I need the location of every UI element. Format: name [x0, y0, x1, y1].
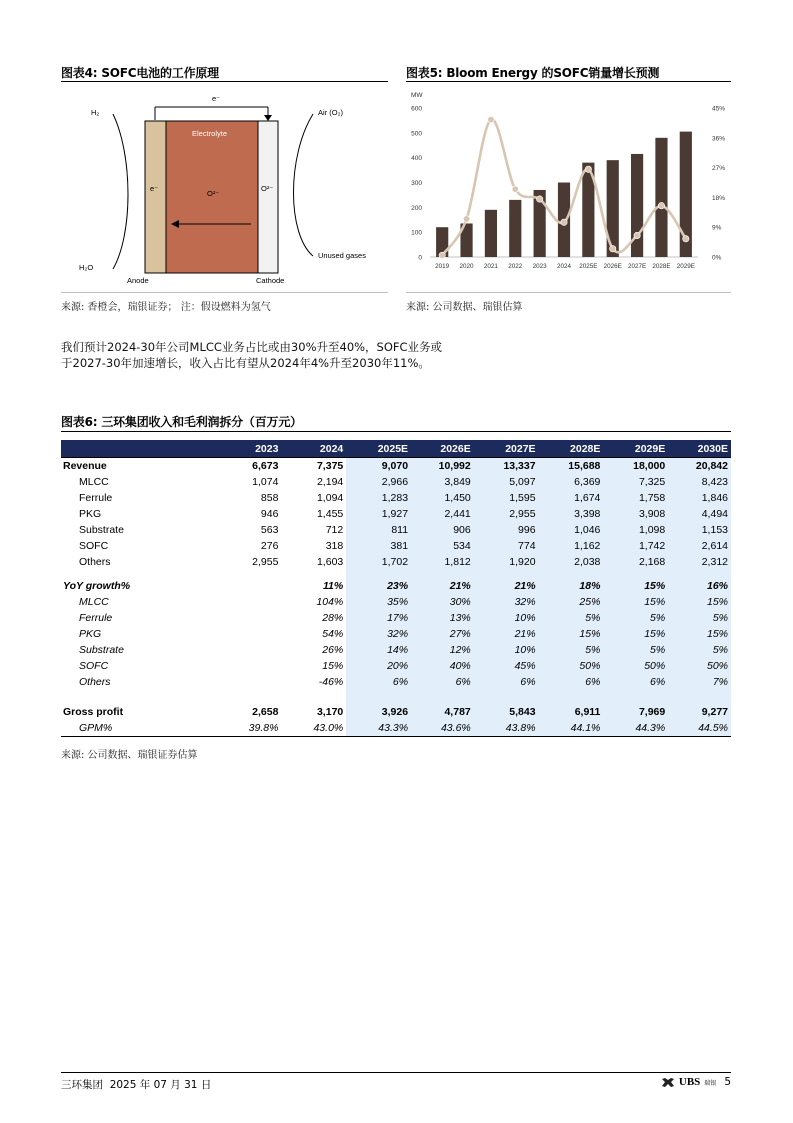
table-cell: 15% — [539, 626, 604, 642]
table-cell: 15% — [322, 660, 344, 672]
table-cell: 11% — [323, 580, 344, 592]
fig4-bottom-rule — [61, 292, 388, 293]
body-paragraph-line-1: 我们预计2024-30年公司MLCC业务占比或由30%升至40%，SOFC业务或 — [61, 340, 443, 354]
table-cell: 104% — [316, 596, 344, 608]
bar-2028E — [655, 138, 667, 257]
table-cell: 7,375 — [281, 458, 346, 475]
table-cell: 1,283 — [346, 490, 411, 506]
cathode-flow-curve — [294, 114, 314, 256]
table-cell — [346, 690, 411, 704]
table-cell: 54% — [322, 628, 344, 640]
table-cell: 10% — [474, 642, 539, 658]
header-2030e: 2030E — [668, 440, 731, 458]
fig5-source: 来源: 公司数据、瑞银估算 — [406, 302, 523, 313]
row-label: Gross profit — [63, 706, 124, 718]
footer-left — [61, 1077, 211, 1092]
header-2023: 2023 — [208, 440, 281, 458]
table-cell: 2,966 — [346, 474, 411, 490]
y-tick-right: 36% — [712, 135, 726, 143]
table-cell: 18% — [539, 578, 604, 594]
table-cell: 5% — [668, 642, 731, 658]
x-tick-label: 2020 — [459, 263, 474, 270]
table-cell: 1,450 — [411, 490, 474, 506]
growth-point-2029E — [683, 236, 689, 242]
table-cell: 2,955 — [474, 506, 539, 522]
growth-point-2026E — [610, 246, 616, 252]
body-paragraph — [61, 339, 741, 371]
gross-profit-row — [61, 704, 731, 720]
table-cell — [208, 658, 281, 674]
table-cell: 5% — [603, 610, 668, 626]
footer-date: 2025 年 07 月 31 日 — [109, 1079, 212, 1091]
header-2026e: 2026E — [411, 440, 474, 458]
table-cell: 1,094 — [316, 492, 344, 504]
y-tick-left: 200 — [411, 204, 422, 212]
table-cell: 21% — [474, 626, 539, 642]
air-label: Air (O₂) — [318, 108, 343, 117]
fig5-bottom-rule — [406, 292, 731, 293]
growth-point-2025E — [585, 166, 591, 172]
table-cell — [208, 674, 281, 690]
fig4-source: 来源: 香橙会，瑞银证券； 注：假设燃料为氢气 — [61, 302, 271, 313]
table-cell: 534 — [411, 538, 474, 554]
table-cell: 5% — [668, 610, 731, 626]
table-cell: 20% — [346, 658, 411, 674]
row-label: Others — [79, 556, 111, 568]
table-cell: 43.6% — [411, 720, 474, 737]
header-2027e: 2027E — [474, 440, 539, 458]
segment-row-substrate — [61, 522, 731, 538]
table-cell: 9,070 — [346, 458, 411, 475]
cathode-layer — [258, 121, 278, 273]
x-tick-label: 2028E — [652, 263, 671, 270]
growth-point-2024 — [561, 219, 567, 225]
fig4-title: 图表4: SOFC电池的工作原理 — [61, 66, 219, 80]
yoy-row-others — [61, 674, 731, 690]
row-label: Substrate — [79, 644, 124, 656]
bar-2022 — [509, 200, 521, 257]
anode-label: Anode — [127, 276, 149, 285]
table-cell: 1,153 — [668, 522, 731, 538]
ubs-keys-icon — [661, 1077, 675, 1088]
footer-right — [661, 1076, 731, 1088]
table-cell: 6,369 — [539, 474, 604, 490]
table-cell: 44.3% — [603, 720, 668, 737]
cathode-label: Cathode — [256, 276, 285, 285]
table-cell — [539, 570, 604, 578]
table-cell: 2,614 — [668, 538, 731, 554]
table-cell: 563 — [260, 524, 279, 536]
table-cell — [281, 690, 346, 704]
table-cell: 381 — [346, 538, 411, 554]
y-tick-right: 18% — [712, 194, 726, 202]
revenue-row — [61, 458, 731, 475]
bar-2026E — [607, 160, 619, 257]
y-axis-title: MW — [411, 92, 423, 99]
growth-point-2027E — [634, 232, 640, 238]
header-2025e: 2025E — [346, 440, 411, 458]
table-cell: 3,908 — [603, 506, 668, 522]
table-cell — [668, 690, 731, 704]
table-cell: 2,168 — [603, 554, 668, 570]
spacer-row-2 — [61, 690, 731, 704]
growth-point-2021 — [488, 116, 494, 122]
table-cell: 2,955 — [252, 556, 279, 568]
header-2024: 2024 — [281, 440, 346, 458]
table-cell: 15% — [603, 626, 668, 642]
table-cell: 276 — [260, 540, 279, 552]
row-label: Others — [79, 676, 111, 688]
table-cell: 39.8% — [208, 720, 281, 737]
growth-point-2028E — [658, 202, 664, 208]
table-cell: 15% — [603, 594, 668, 610]
table-cell: 5,097 — [474, 474, 539, 490]
fig6-source: 来源: 公司数据、瑞银证券估算 — [61, 750, 198, 761]
table-cell: 6% — [539, 674, 604, 690]
anode-flow-curve — [113, 114, 128, 269]
yoy-row-substrate — [61, 642, 731, 658]
table-cell — [668, 570, 731, 578]
table-cell: 1,702 — [346, 554, 411, 570]
table-cell: 6% — [346, 674, 411, 690]
table-cell: 10% — [474, 610, 539, 626]
row-label: YoY growth% — [63, 580, 131, 592]
fig6-title: 图表6: 三环集团收入和毛利润拆分（百万元） — [61, 415, 302, 429]
y-tick-left: 400 — [411, 155, 422, 163]
fig5-title-rule — [406, 81, 731, 82]
electron-top-label: e⁻ — [212, 94, 221, 103]
table-cell: 15,688 — [539, 458, 604, 475]
table-cell — [208, 570, 281, 578]
table-cell: 3,926 — [346, 704, 411, 720]
table-cell: 6,911 — [539, 704, 604, 720]
table-cell: 18,000 — [603, 458, 668, 475]
table-cell: -46% — [318, 676, 344, 688]
table-cell: 15% — [668, 626, 731, 642]
page-number: 5 — [724, 1076, 731, 1088]
yoy-row — [61, 578, 731, 594]
table-cell: 1,846 — [668, 490, 731, 506]
o2-center-label: O²⁻ — [207, 189, 220, 198]
row-label: Ferrule — [79, 492, 113, 504]
growth-point-2019 — [439, 252, 445, 258]
table-cell: 50% — [668, 658, 731, 674]
table-cell: 1,162 — [539, 538, 604, 554]
table-cell: 13,337 — [474, 458, 539, 475]
fig4-title-rule — [61, 81, 388, 82]
table-cell: 774 — [474, 538, 539, 554]
row-label: MLCC — [79, 476, 109, 488]
header-2029e: 2029E — [603, 440, 668, 458]
segment-row-pkg — [61, 506, 731, 522]
row-label — [61, 570, 208, 578]
revenue-table — [61, 440, 731, 737]
sofc-sales-chart — [406, 84, 732, 274]
table-cell: 996 — [474, 522, 539, 538]
table-cell: 6% — [411, 674, 474, 690]
table-cell: 3,170 — [316, 706, 344, 718]
table-cell: 1,595 — [474, 490, 539, 506]
table-cell — [603, 570, 668, 578]
table-cell: 30% — [411, 594, 474, 610]
wire-arrowhead — [264, 115, 272, 121]
table-cell: 1,927 — [346, 506, 411, 522]
table-cell: 21% — [411, 578, 474, 594]
table-cell: 3,849 — [411, 474, 474, 490]
table-cell: 25% — [539, 594, 604, 610]
table-cell: 14% — [346, 642, 411, 658]
table-cell: 5% — [603, 642, 668, 658]
table-cell — [474, 570, 539, 578]
table-cell: 50% — [603, 658, 668, 674]
table-cell: 44.1% — [539, 720, 604, 737]
row-label: GPM% — [61, 720, 208, 737]
gpm-row — [61, 720, 731, 737]
table-cell: 6,673 — [208, 458, 281, 475]
growth-point-2023 — [536, 196, 542, 202]
ubs-logo-sub: 瑞银 — [704, 1079, 717, 1087]
segment-row-ferrule — [61, 490, 731, 506]
y-tick-right: 9% — [712, 224, 722, 232]
footer-company: 三环集团 — [61, 1079, 103, 1091]
table-cell: 811 — [346, 522, 411, 538]
table-cell — [208, 578, 281, 594]
table-cell: 32% — [346, 626, 411, 642]
x-tick-label: 2023 — [532, 263, 547, 270]
row-label: PKG — [79, 628, 102, 640]
table-cell: 2,194 — [316, 476, 344, 488]
table-cell: 50% — [539, 658, 604, 674]
table-cell: 4,494 — [668, 506, 731, 522]
yoy-row-mlcc — [61, 594, 731, 610]
y-tick-left: 500 — [411, 130, 422, 138]
table-cell — [208, 610, 281, 626]
table-cell — [346, 570, 411, 578]
table-cell: 7,325 — [603, 474, 668, 490]
row-label: MLCC — [79, 596, 109, 608]
table-cell: 1,674 — [539, 490, 604, 506]
table-cell — [208, 690, 281, 704]
table-cell: 32% — [474, 594, 539, 610]
table-cell: 3,398 — [539, 506, 604, 522]
table-cell: 2,038 — [539, 554, 604, 570]
o2-right-label: O²⁻ — [261, 184, 274, 193]
segment-row-sofc — [61, 538, 731, 554]
table-cell: 21% — [474, 578, 539, 594]
header-2028e: 2028E — [539, 440, 604, 458]
table-cell — [411, 570, 474, 578]
growth-point-2020 — [463, 216, 469, 222]
row-label: PKG — [79, 508, 102, 520]
table-cell: 1,742 — [603, 538, 668, 554]
y-tick-left: 100 — [411, 229, 422, 237]
table-cell — [603, 690, 668, 704]
table-cell: 26% — [322, 644, 344, 656]
table-cell: 1,758 — [603, 490, 668, 506]
row-label: Ferrule — [79, 612, 113, 624]
table-cell: 6% — [603, 674, 668, 690]
footer-rule — [61, 1072, 731, 1073]
spacer-row — [61, 570, 731, 578]
x-tick-label: 2021 — [483, 263, 498, 270]
table-cell — [208, 594, 281, 610]
table-cell: 858 — [260, 492, 279, 504]
row-label: Substrate — [79, 524, 124, 536]
table-cell — [539, 690, 604, 704]
y-tick-left: 300 — [411, 180, 422, 187]
table-cell: 8,423 — [668, 474, 731, 490]
electrolyte-label: Electrolyte — [192, 129, 228, 138]
table-cell — [474, 690, 539, 704]
x-tick-label: 2022 — [508, 263, 523, 270]
header-label-cell — [61, 440, 208, 458]
electron-left-label: e⁻ — [150, 184, 159, 193]
table-cell: 6% — [474, 674, 539, 690]
table-cell: 43.0% — [281, 720, 346, 737]
body-paragraph-line-2: 于2027-30年加速增长，收入占比有望从2024年4%升至2030年11%。 — [61, 356, 430, 370]
table-cell: 40% — [411, 658, 474, 674]
table-cell: 4,787 — [411, 704, 474, 720]
table-cell: 45% — [474, 658, 539, 674]
ubs-logo-text: UBS — [678, 1076, 701, 1088]
table-cell: 712 — [325, 524, 344, 536]
fig5-title: 图表5: Bloom Energy 的SOFC销量增长预测 — [406, 66, 660, 80]
table-cell: 23% — [346, 578, 411, 594]
table-cell: 17% — [346, 610, 411, 626]
table-cell: 43.3% — [346, 720, 411, 737]
h2-label: H₂ — [91, 108, 100, 117]
row-label — [61, 690, 208, 704]
table-cell: 12% — [411, 642, 474, 658]
h2o-label: H₂O — [79, 263, 94, 272]
yoy-row-pkg — [61, 626, 731, 642]
segment-row-others — [61, 554, 731, 570]
x-tick-label: 2026E — [603, 263, 622, 270]
y-tick-right: 45% — [712, 105, 726, 113]
table-cell: 15% — [668, 594, 731, 610]
table-cell: 16% — [668, 578, 731, 594]
table-cell: 2,658 — [252, 706, 279, 718]
row-label: SOFC — [79, 660, 109, 672]
unused-gases-label: Unused gases — [318, 251, 366, 260]
table-cell: 1,920 — [474, 554, 539, 570]
table-cell: 1,455 — [316, 508, 344, 520]
y-tick-left: 0 — [418, 254, 422, 262]
table-cell — [411, 690, 474, 704]
table-cell: 7% — [668, 674, 731, 690]
table-cell: 20,842 — [668, 458, 731, 475]
table-cell: 43.8% — [474, 720, 539, 737]
table-cell: 2,441 — [411, 506, 474, 522]
table-cell: 9,277 — [668, 704, 731, 720]
table-cell: 1,074 — [252, 476, 279, 488]
y-tick-left: 600 — [411, 105, 422, 113]
table-cell: 35% — [346, 594, 411, 610]
table-cell: 44.5% — [668, 720, 731, 737]
table-cell: 1,603 — [316, 556, 344, 568]
table-cell: 946 — [260, 508, 279, 520]
table-cell — [208, 642, 281, 658]
row-label: SOFC — [79, 540, 109, 552]
sofc-diagram — [61, 84, 391, 294]
fig6-title-rule — [61, 431, 731, 432]
y-tick-right: 0% — [712, 254, 722, 262]
table-cell: 27% — [411, 626, 474, 642]
table-cell: 15% — [603, 578, 668, 594]
x-tick-label: 2025E — [579, 263, 598, 270]
table-cell: 13% — [411, 610, 474, 626]
bar-2021 — [485, 210, 497, 257]
table-cell: 2,312 — [668, 554, 731, 570]
y-tick-right: 27% — [712, 165, 726, 173]
growth-point-2022 — [512, 186, 518, 192]
table-cell: 1,046 — [539, 522, 604, 538]
row-label: Revenue — [61, 458, 208, 475]
yoy-row-ferrule — [61, 610, 731, 626]
table-cell: 5% — [539, 610, 604, 626]
table-cell: 7,969 — [603, 704, 668, 720]
table-cell: 1,098 — [603, 522, 668, 538]
table-cell: 1,812 — [411, 554, 474, 570]
table-cell: 10,992 — [411, 458, 474, 475]
x-tick-label: 2019 — [435, 263, 450, 270]
segment-row-mlcc — [61, 474, 731, 490]
yoy-row-sofc — [61, 658, 731, 674]
table-cell — [208, 626, 281, 642]
table-cell — [281, 570, 346, 578]
x-tick-label: 2029E — [676, 263, 695, 270]
anode-layer — [145, 121, 166, 273]
table-cell: 5,843 — [474, 704, 539, 720]
table-cell: 5% — [539, 642, 604, 658]
x-tick-label: 2024 — [556, 263, 572, 270]
table-cell: 906 — [411, 522, 474, 538]
table-cell: 318 — [325, 540, 344, 552]
table-cell: 28% — [322, 612, 344, 624]
table-header-row — [61, 440, 731, 458]
x-tick-label: 2027E — [627, 263, 647, 270]
